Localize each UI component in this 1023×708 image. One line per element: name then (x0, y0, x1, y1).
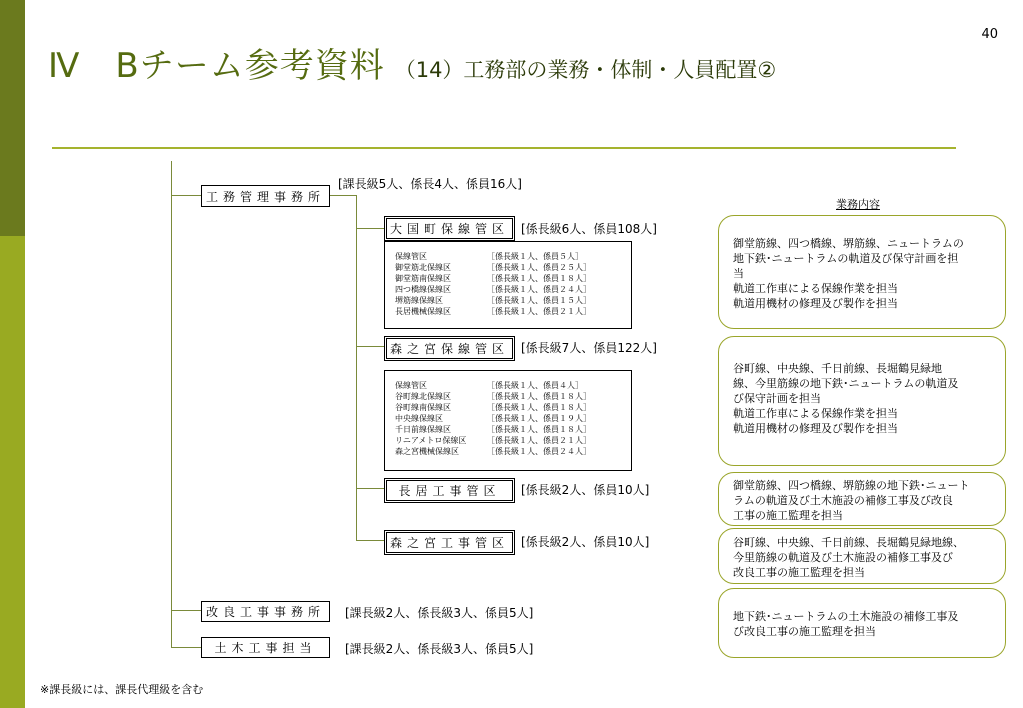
org-box-unit-4: 森之宮工事管区 (384, 530, 515, 555)
org-staff-unit-3: [係長級2人、係員10人] (521, 483, 650, 497)
org-staff-unit-1: [係長級6人、係員108人] (521, 222, 657, 236)
connector-doboku (171, 647, 201, 648)
page-number: 40 (981, 27, 998, 42)
org-staff-doboku: [課長級2人、係長級3人、係員5人] (345, 642, 534, 656)
org-staff-unit-4: [係長級2人、係員10人] (521, 535, 650, 549)
connector-unit-2 (356, 346, 384, 347)
list-item: 谷町線南保線区 ［係長級１人、係員１８人］ (395, 403, 591, 412)
org-box-top: 工務管理事務所 (201, 185, 330, 207)
duty-box-4: 谷町線、中央線、千日前線、長堀鶴見緑地線、 今里筋線の軌道及び土木施設の補修工事及び 改良工事の施工監理を担当 (718, 528, 1006, 584)
list-item: 千日前線保線区 ［係長級１人、係員１８人］ (395, 425, 591, 434)
connector-unit-4 (356, 540, 384, 541)
sub-list-unit-1 (384, 241, 632, 329)
connector-top (171, 195, 201, 196)
connector-unit-3 (356, 488, 384, 489)
footnote: ※課長級には、課長代理級を含む (40, 683, 204, 696)
org-box-unit-3: 長居工事管区 (384, 478, 515, 503)
duty-box-1: 御堂筋線、四つ橋線、堺筋線、ニュートラムの 地下鉄･ニュートラムの軌道及び保守計画を担 当 軌道工作車による保線作業を担当 軌道用機材の修理及び製作を担当 (718, 215, 1006, 329)
duty-box-2: 谷町線、中央線、千日前線、長堀鶴見緑地 線、今里筋線の地下鉄･ニュートラムの軌道及 び保守計画を担当 軌道工作車による保線作業を担当 軌道用機材の修理及び製作を担当 (718, 336, 1006, 466)
sub-list-unit-2 (384, 370, 632, 471)
title-sub: （14）工務部の業務・体制・人員配置② (394, 58, 777, 82)
org-box-kairyo: 改良工事事務所 (201, 601, 330, 622)
duty-box-3: 御堂筋線、四つ橋線、堺筋線の地下鉄･ニュート ラムの軌道及び土木施設の補修工事及び改良 工事の施工監理を担当 (718, 472, 1006, 526)
list-item: 御堂筋北保線区 ［係長級１人、係員２５人］ (395, 263, 591, 272)
list-item: 長居機械保線区 ［係長級１人、係員２１人］ (395, 307, 591, 316)
sidebar-accent-dark (0, 0, 25, 236)
org-box-doboku: 土木工事担当 (201, 637, 330, 658)
list-item: 中央線保線区 ［係長級１人、係員１９人］ (395, 414, 591, 423)
org-staff-unit-2: [係長級7人、係員122人] (521, 341, 657, 355)
connector-unit-1 (356, 228, 384, 229)
sidebar-accent-light (0, 236, 25, 708)
connector-trunk (171, 161, 172, 647)
page-title (48, 38, 776, 87)
duties-header: 業務内容 (836, 198, 880, 211)
list-item: リニアメトロ保線区 ［係長級１人、係員２１人］ (395, 436, 591, 445)
list-item: 堺筋線保線区 ［係長級１人、係員１５人］ (395, 296, 591, 305)
org-box-unit-2: 森之宮保線管区 (384, 336, 515, 361)
list-item: 保線管区 ［係長級１人、係員４人］ (395, 381, 583, 390)
duty-box-5: 地下鉄･ニュートラムの土木施設の補修工事及 び改良工事の施工監理を担当 (718, 588, 1006, 658)
connector-kairyo (171, 610, 201, 611)
title-divider (52, 147, 956, 149)
connector-top-right (328, 195, 356, 196)
list-item: 四つ橋線保線区 ［係長級１人、係員２４人］ (395, 285, 591, 294)
list-item: 御堂筋南保線区 ［係長級１人、係員１８人］ (395, 274, 591, 283)
list-item: 保線管区 ［係長級１人、係員５人］ (395, 252, 583, 261)
title-main: Ⅳ Bチーム参考資料 (48, 46, 385, 86)
org-box-unit-1: 大国町保線管区 (384, 216, 515, 241)
org-staff-kairyo: [課長級2人、係長級3人、係員5人] (345, 606, 534, 620)
list-item: 谷町線北保線区 ［係長級１人、係員１８人］ (395, 392, 591, 401)
org-staff-top: [課長級5人、係長4人、係員16人] (338, 177, 522, 191)
list-item: 森之宮機械保線区 ［係長級１人、係員２４人］ (395, 447, 591, 456)
